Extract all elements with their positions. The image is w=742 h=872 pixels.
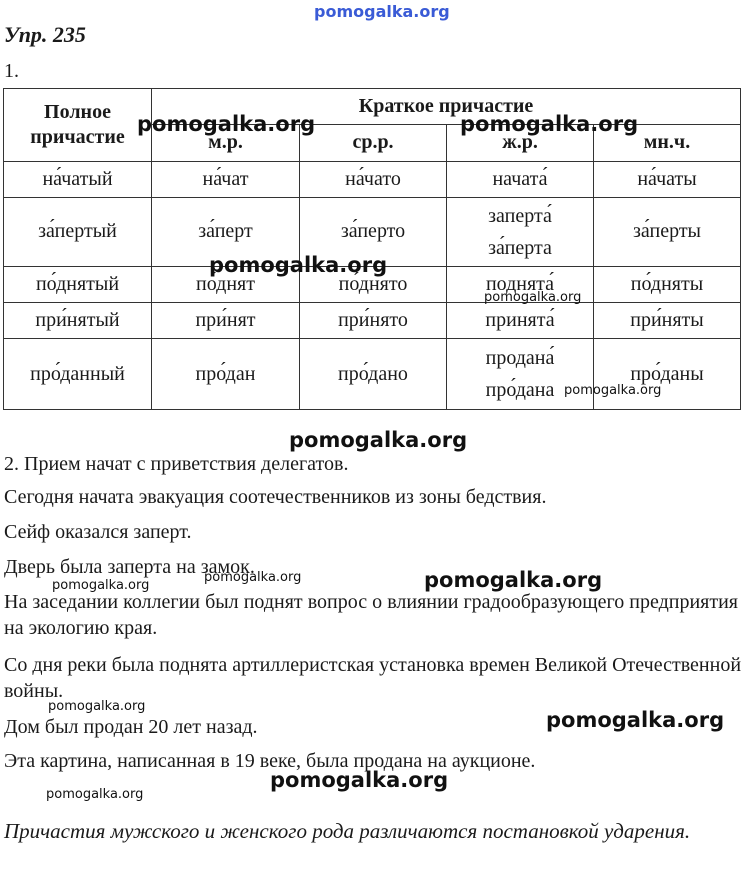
cell-masculine: по́днят: [152, 266, 300, 302]
cell-masculine: за́перт: [152, 197, 300, 266]
cell-neuter: на́чато: [300, 161, 447, 197]
sentence: Со дня реки была поднята артиллеристская установка времен Великой Отечественной войны.: [4, 654, 742, 702]
cell-feminine: принята́: [447, 302, 594, 338]
watermark: pomogalka.org: [484, 290, 582, 305]
sentence: Сейф оказался заперт.: [4, 521, 192, 543]
part-one-label: 1.: [4, 60, 19, 82]
watermark: pomogalka.org: [546, 708, 725, 732]
watermark: pomogalka.org: [204, 570, 302, 585]
table-row: [4, 339, 741, 410]
cell-full: про́данный: [4, 339, 152, 410]
cell-neuter: про́дано: [300, 339, 447, 410]
table-row: [4, 161, 741, 197]
participle-table: [3, 88, 741, 410]
sentence: Дверь была заперта на замок.: [4, 556, 255, 578]
cell-masculine: при́нят: [152, 302, 300, 338]
cell-feminine: начата́: [447, 161, 594, 197]
watermark: pomogalka.org: [270, 768, 449, 792]
cell-full: при́нятый: [4, 302, 152, 338]
cell-feminine: поднята́: [447, 266, 594, 302]
watermark: pomogalka.org: [289, 428, 468, 452]
cell-full: на́чатый: [4, 161, 152, 197]
cell-masculine: на́чат: [152, 161, 300, 197]
conclusion-note: Причастия мужского и женского рода различаются постановкой ударения.: [4, 819, 691, 843]
watermark: pomogalka.org: [209, 253, 388, 277]
watermark: pomogalka.org: [52, 578, 150, 593]
header-plural: мн.ч.: [594, 125, 741, 161]
exercise-title: Упр. 235: [4, 22, 86, 47]
cell-plural: за́перты: [594, 197, 741, 266]
watermark-top: pomogalka.org: [314, 2, 450, 21]
header-feminine: ж.р.: [447, 125, 594, 161]
watermark: pomogalka.org: [424, 568, 603, 592]
cell-plural: про́даны: [594, 339, 741, 410]
sentence: Дом был продан 20 лет назад.: [4, 716, 258, 738]
table-row: [4, 302, 741, 338]
sentence: Сегодня начата эвакуация соотечественников из зоны бедствия.: [4, 486, 547, 508]
watermark: pomogalka.org: [564, 383, 662, 398]
cell-feminine: продана́ про́дана: [447, 339, 594, 410]
watermark: pomogalka.org: [46, 787, 144, 802]
cell-plural: при́няты: [594, 302, 741, 338]
cell-full: по́днятый: [4, 266, 152, 302]
sentence: На заседании коллегии был поднят вопрос о влиянии градообразующего предприятия на экологию края.: [4, 591, 738, 639]
header-full-participle: Полное причастие: [4, 89, 152, 162]
cell-full: за́пертый: [4, 197, 152, 266]
cell-neuter: при́нято: [300, 302, 447, 338]
watermark: pomogalka.org: [48, 699, 146, 714]
header-neuter: ср.р.: [300, 125, 447, 161]
watermark: pomogalka.org: [137, 112, 316, 136]
cell-neuter: по́днято: [300, 266, 447, 302]
sentence: Эта картина, написанная в 19 веке, была продана на аукционе.: [4, 750, 536, 772]
cell-neuter: за́перто: [300, 197, 447, 266]
cell-plural: на́чаты: [594, 161, 741, 197]
cell-feminine: заперта́ за́перта: [447, 197, 594, 266]
cell-masculine: про́дан: [152, 339, 300, 410]
header-short-participle: Краткое причастие: [152, 89, 741, 125]
header-masculine: м.р.: [152, 125, 300, 161]
sentence: 2. Прием начат с приветствия делегатов.: [4, 453, 349, 475]
cell-plural: по́дняты: [594, 266, 741, 302]
watermark: pomogalka.org: [460, 112, 639, 136]
